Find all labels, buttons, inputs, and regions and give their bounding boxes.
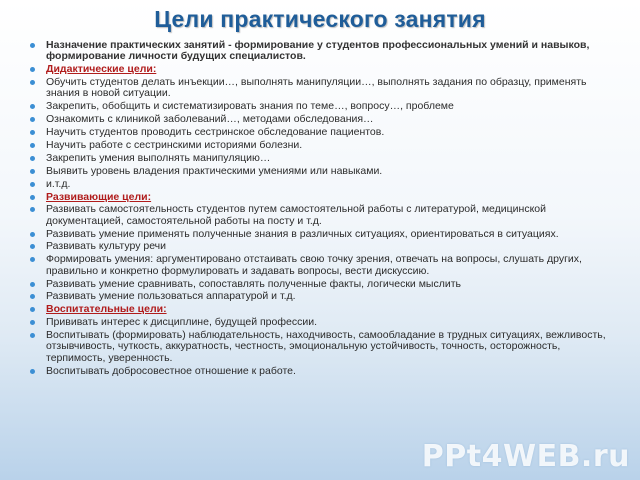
bullet-item: [26, 229, 612, 240]
bullet-text: Дидактические цели:: [46, 63, 157, 76]
bullet-text: Научить работе с сестринскими историями болезни.: [46, 138, 303, 151]
bullet-dot-icon: [30, 320, 35, 325]
site-watermark: PPt4WEB.ru: [421, 439, 630, 474]
bullet-item: [26, 366, 612, 377]
bullet-text: Воспитывать (формировать) наблюдательность, находчивость, самообладание в трудных ситуациях, вежливость, отзывчивость, чуткость, аккуратность, честность, эмоциональную устойчивость, точность, осторожность, терпимость, уверенность.: [46, 329, 606, 364]
bullet-dot-icon: [30, 333, 35, 338]
section-heading: [26, 192, 612, 203]
bullet-text: Воспитывать добросовестное отношение к работе.: [46, 364, 296, 377]
bullet-text: Назначение практических занятий - формирование у студентов профессиональных умений и навыков, формирование личности будущих специалистов.: [46, 39, 590, 63]
bullet-item: [26, 291, 612, 302]
bullet-text: Выявить уровень владения практическими умениями или навыками.: [46, 164, 383, 177]
bullet-item: [26, 204, 612, 227]
bullet-list: [26, 40, 612, 378]
bullet-dot-icon: [30, 369, 35, 374]
bullet-item: [26, 40, 612, 63]
bullet-item: [26, 140, 612, 151]
bullet-item: [26, 317, 612, 328]
bullet-text: и.т.д.: [46, 177, 71, 190]
bullet-item: [26, 166, 612, 177]
bullet-dot-icon: [30, 143, 35, 148]
bullet-dot-icon: [30, 232, 35, 237]
bullet-dot-icon: [30, 43, 35, 48]
bullet-dot-icon: [30, 294, 35, 299]
bullet-dot-icon: [30, 156, 35, 161]
bullet-dot-icon: [30, 104, 35, 109]
bullet-item: [26, 114, 612, 125]
bullet-text: Закрепить умения выполнять манипуляцию…: [46, 151, 271, 164]
bullet-text: Ознакомить с клиникой заболеваний…, методами обследования…: [46, 113, 374, 126]
bullet-item: [26, 77, 612, 100]
bullet-dot-icon: [30, 244, 35, 249]
bullet-item: [26, 279, 612, 290]
bullet-text: Развивать самостоятельность студентов путем самостоятельной работы с литературой, медицинской документацией, самостоятельной работы на посту и т.д.: [46, 203, 546, 227]
bullet-dot-icon: [30, 117, 35, 122]
bullet-dot-icon: [30, 182, 35, 187]
bullet-dot-icon: [30, 207, 35, 212]
bullet-item: [26, 179, 612, 190]
bullet-dot-icon: [30, 169, 35, 174]
bullet-dot-icon: [30, 80, 35, 85]
slide-title: Цели практического занятия: [154, 6, 486, 32]
section-heading: [26, 304, 612, 315]
bullet-dot-icon: [30, 195, 35, 200]
section-heading: [26, 64, 612, 75]
bullet-text: Обучить студентов делать инъекции…, выполнять манипуляции…, выполнять задания по образцу, применять знания в новой ситуации.: [46, 76, 587, 100]
bullet-dot-icon: [30, 282, 35, 287]
bullet-text: Развивать культуру речи: [46, 240, 167, 253]
bullet-item: [26, 127, 612, 138]
bullet-item: [26, 330, 612, 364]
bullet-text: Формировать умения: аргументировано отстаивать свою точку зрения, отвечать на вопросы, слушать других, правильно и конкретно формулировать и задавать вопросы, вести дискуссию.: [46, 253, 582, 277]
bullet-dot-icon: [30, 130, 35, 135]
bullet-text: Воспитательные цели:: [46, 303, 167, 316]
bullet-item: [26, 101, 612, 112]
bullet-text: Закрепить, обобщить и систематизировать знания по теме…, вопросу…, проблеме: [46, 100, 454, 113]
bullet-dot-icon: [30, 67, 35, 72]
bullet-dot-icon: [30, 307, 35, 312]
bullet-text: Развивать умение пользоваться аппаратурой и т.д.: [46, 290, 296, 303]
bullet-text: Развивать умение сравнивать, сопоставлять полученные факты, логически мыслить: [46, 277, 461, 290]
bullet-text: Развивать умение применять полученные знания в различных ситуациях, ориентироваться в ситуациях.: [46, 227, 559, 240]
bullet-item: [26, 254, 612, 277]
bullet-text: Развивающие цели:: [46, 190, 152, 203]
bullet-item: [26, 241, 612, 252]
bullet-text: Научить студентов проводить сестринское обследование пациентов.: [46, 126, 385, 139]
bullet-item: [26, 153, 612, 164]
bullet-text: Прививать интерес к дисциплине, будущей профессии.: [46, 316, 317, 329]
bullet-dot-icon: [30, 257, 35, 262]
